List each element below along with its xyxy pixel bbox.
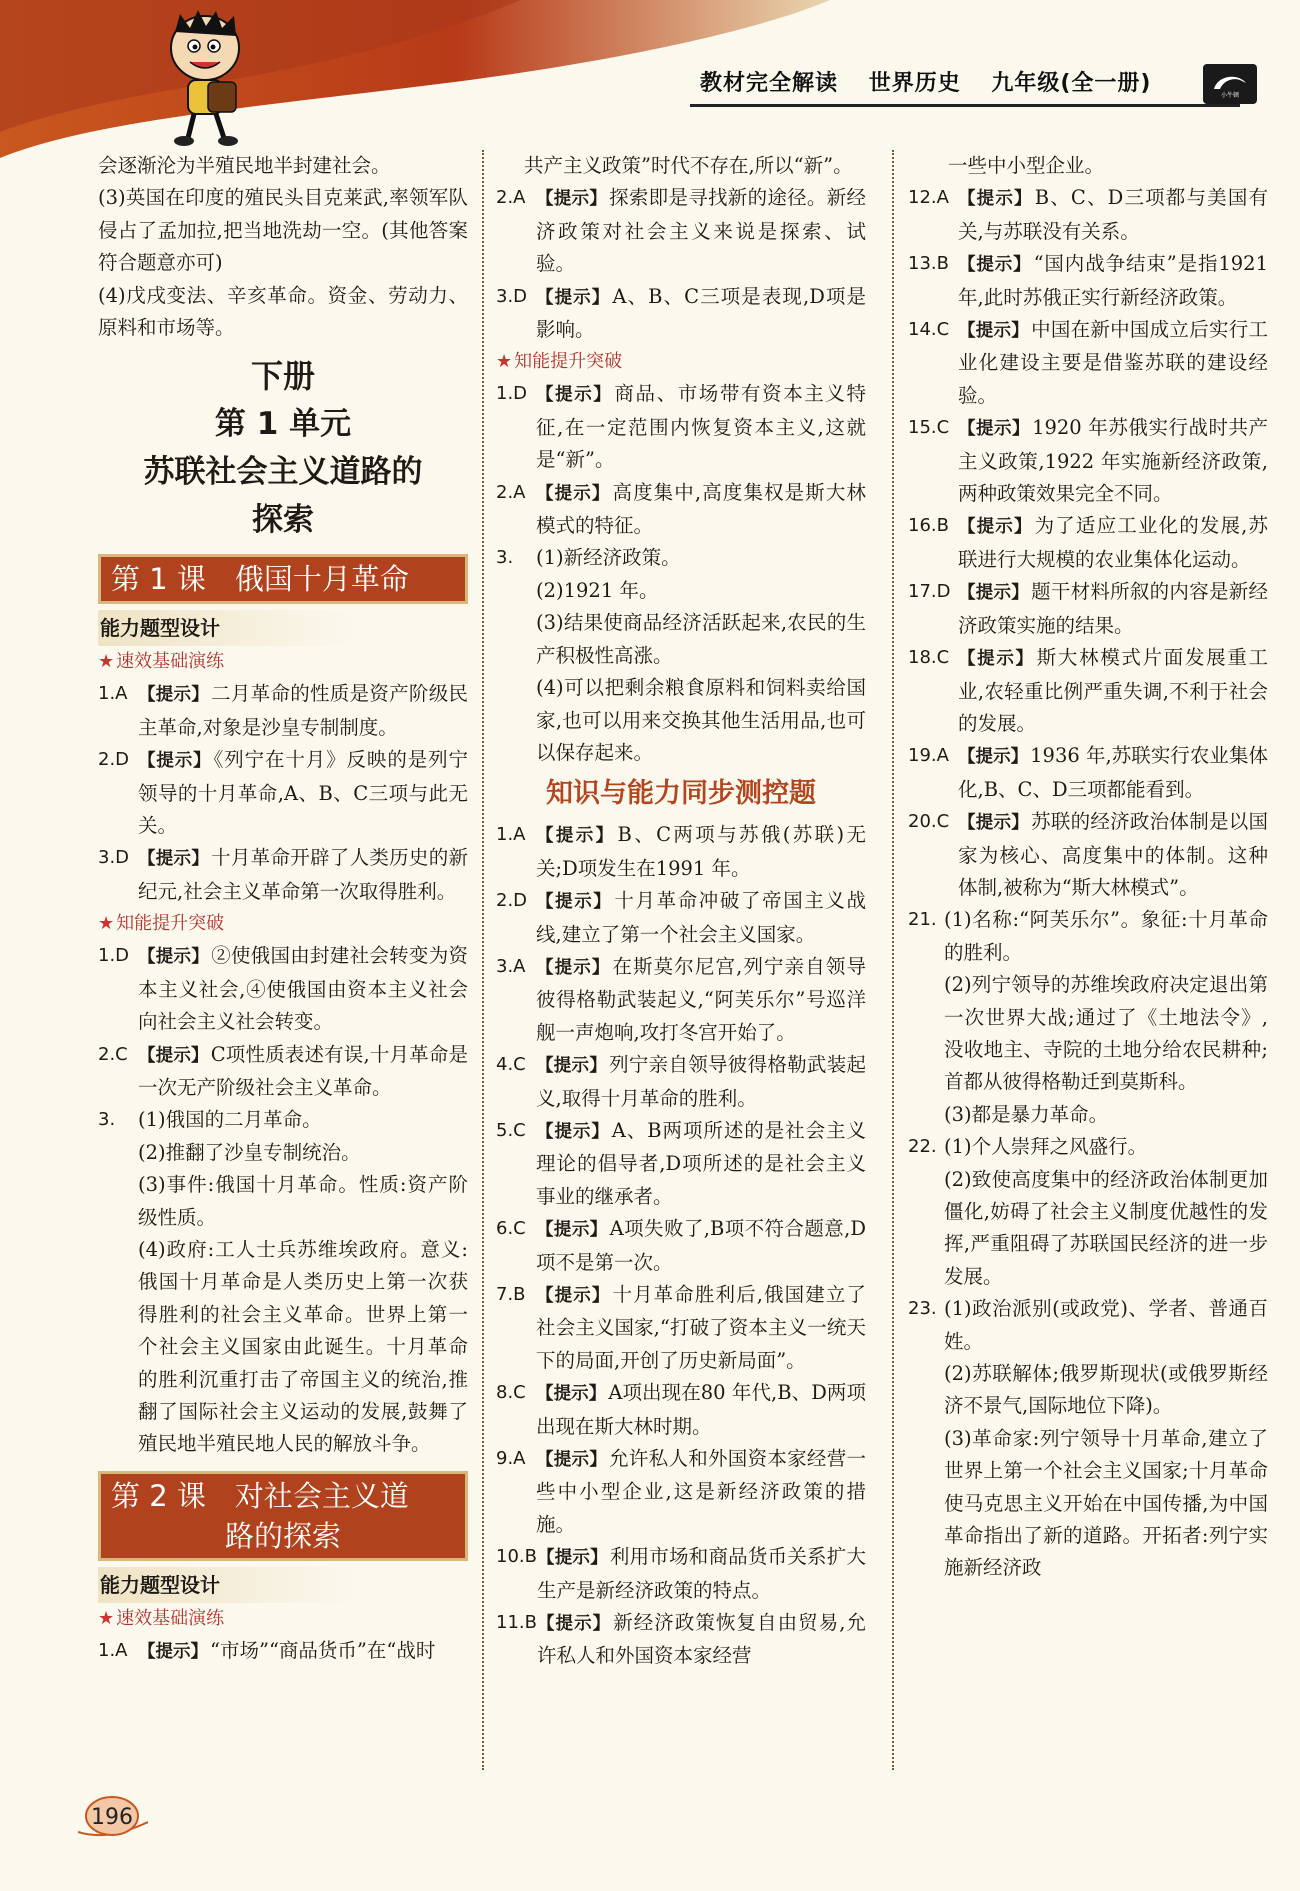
answer-item: 2.C 【提示】 C项性质表述有误,十月革命是一次无产阶级社会主义革命。 bbox=[98, 1042, 469, 1099]
answer-item: 2.D 【提示】 十月革命冲破了帝国主义战线,建立了第一个社会主义国家。 bbox=[496, 889, 866, 946]
column-1 bbox=[98, 150, 468, 1668]
answer-item: 7.B 【提示】 十月革命胜利后,俄国建立了社会主义国家,“打破了资本主义一统天下的局面,开创了历史新局面”。 bbox=[496, 1283, 866, 1372]
answer-item: 4.C 【提示】 列宁亲自领导彼得格勒武装起义,取得十月革命的胜利。 bbox=[496, 1053, 866, 1110]
lesson-2-title: 第 2 课 对社会主义道 路的探索 bbox=[98, 1471, 468, 1561]
answer-item: 16.B 【提示】 为了适应工业化的发展,苏联进行大规模的农业集体化运动。 bbox=[908, 514, 1269, 571]
answer-item: 5.C 【提示】 A、B两项所述的是社会主义理论的倡导者,D项所述的是社会主义事业的继承者。 bbox=[496, 1118, 867, 1208]
column-divider-2 bbox=[892, 150, 894, 1770]
answer-item: 15.C 【提示】 1920 年苏俄实行战时共产主义政策,1922 年实施新经济政策,两种政策效果完全不同。 bbox=[908, 416, 1269, 506]
publisher-logo bbox=[1203, 64, 1257, 104]
bull-logo-icon bbox=[1208, 69, 1252, 99]
answer-item: 23. (1)政治派别(或政党)、学者、普通百姓。 (2)苏联解体;俄罗斯现状(或俄罗斯经济不景气,国际地位下降)。 (3)革命家:列宁领导十月革命,建立了世界上第一个社会主义国家;十月革命使马克思主义开始在中国传播,为中国革命指出了新的道路。开拓者:列宁实施新经济政 bbox=[908, 1297, 1268, 1580]
star-icon: ★ bbox=[98, 1607, 115, 1629]
header-title bbox=[700, 66, 1174, 97]
section-heading: 能力题型设计 bbox=[98, 1567, 468, 1603]
header-rule bbox=[690, 104, 1240, 107]
answer-item: 20.C 【提示】 苏联的经济政治体制是以国家为核心、高度集中的体制。这种体制,被称为“斯大林模式”。 bbox=[908, 810, 1268, 899]
intro-line: (4)戊戌变法、辛亥革命。资金、劳动力、原料和市场等。 bbox=[98, 283, 468, 340]
answer-item: 21. (1)名称:“阿芙乐尔”。象征:十月革命的胜利。 (2)列宁领导的苏维埃政府决定退出第一次世界大战;通过了《土地法令》,没收地主、寺院的土地分给农民耕种;首都从彼得格勒迁到莫斯科。 (3)都是暴力革命。 bbox=[908, 908, 1268, 1126]
answer-item: 3.A 【提示】 在斯莫尔尼宫,列宁亲自领导彼得格勒武装起义,“阿芙乐尔”号巡洋舰一声炮响,攻打冬宫开始了。 bbox=[496, 954, 866, 1044]
intro-line: 会逐渐沦为半殖民地半封建社会。 bbox=[98, 154, 391, 177]
answer-item: 12.A 【提示】 B、C、D三项都与美国有关,与苏联没有关系。 bbox=[908, 186, 1269, 243]
answer-item: 22. (1)个人崇拜之风盛行。 (2)致使高度集中的经济政治体制更加僵化,妨碍了社会主义制度优越性的发挥,严重阻碍了苏联国民经济的进一步发展。 bbox=[908, 1135, 1268, 1288]
grade-name: 九年级(全一册) bbox=[991, 71, 1152, 96]
answer-item: 2.D 【提示】 《列宁在十月》反映的是列宁领导的十月革命,A、B、C三项与此无关。 bbox=[98, 748, 468, 838]
star-icon: ★ bbox=[98, 651, 115, 673]
answer-item: 14.C 【提示】 中国在新中国成立后实行工业化建设主要是借鉴苏联的建设经验。 bbox=[908, 318, 1268, 407]
answer-item: 1.A 【提示】 B、C两项与苏俄(苏联)无关;D项发生在1991 年。 bbox=[496, 823, 867, 880]
star-icon: ★ bbox=[98, 913, 115, 935]
unit-title-line2: 探索 bbox=[252, 502, 314, 539]
answer-item: 8.C 【提示】 A项出现在80 年代,B、D两项出现在斯大林时期。 bbox=[496, 1381, 866, 1438]
section-heading: 能力题型设计 bbox=[98, 610, 468, 646]
column-divider-1 bbox=[482, 150, 484, 1770]
answer-item: 1.A 【提示】 “市场”“商品货币”在“战时 bbox=[98, 1638, 436, 1662]
answer-item: 3.D 【提示】 十月革命开辟了人类历史的新纪元,社会主义革命第一次取得胜利。 bbox=[98, 846, 468, 903]
volume-title: 下册 bbox=[250, 357, 315, 396]
page-number-badge bbox=[78, 1792, 148, 1844]
cartoon-boy-icon bbox=[150, 8, 260, 148]
test-section-title: 知识与能力同步测控题 bbox=[546, 778, 816, 810]
answer-item: 11.B 【提示】 新经济政策恢复自由贸易,允许私人和外国资本家经营 bbox=[496, 1611, 866, 1668]
star-icon: ★ bbox=[496, 351, 513, 373]
unit-number: 第 1 单元 bbox=[214, 406, 352, 443]
intro-line: (3)英国在印度的殖民头目克莱武,率领军队侵占了孟加拉,把当地洗劫一空。(其他答案符合题意亦可) bbox=[98, 186, 468, 275]
answer-item: 13.B 【提示】 “国内战争结束”是指1921 年,此时苏俄正实行新经济政策。 bbox=[908, 252, 1268, 309]
answer-item: 1.A 【提示】 二月革命的性质是资产阶级民主革命,对象是沙皇专制制度。 bbox=[98, 682, 468, 739]
subsection-heading: ★ 知能提升突破 bbox=[496, 351, 623, 373]
subsection-heading: ★ 知能提升突破 bbox=[98, 913, 225, 935]
answer-item: 6.C 【提示】 A项失败了,B项不符合题意,D项不是第一次。 bbox=[496, 1217, 866, 1274]
answer-item: 19.A 【提示】 1936 年,苏联实行农业集体化,B、C、D三项都能看到。 bbox=[908, 744, 1268, 801]
column-3 bbox=[908, 150, 1268, 1585]
answer-item: 10.B 【提示】 利用市场和商品货币关系扩大生产是新经济政策的特点。 bbox=[496, 1545, 866, 1602]
subject-name: 世界历史 bbox=[868, 71, 961, 96]
logo-text: 小牛顿 bbox=[1220, 92, 1240, 99]
answer-item: 9.A 【提示】 允许私人和外国资本家经营一些中小型企业,这是新经济政策的措施。 bbox=[496, 1447, 866, 1536]
answer-item: 17.D 【提示】 题干材料所叙的内容是新经济政策实施的结果。 bbox=[908, 580, 1268, 637]
page-number: 196 bbox=[91, 1805, 133, 1830]
subsection-heading: ★ 速效基础演练 bbox=[98, 651, 225, 673]
answer-item: 3. (1)俄国的二月革命。 (2)推翻了沙皇专制统治。 (3)事件:俄国十月革命。性质:资产阶级性质。 (4)政府:工人士兵苏维埃政府。意义:俄国十月革命是人类历史上第一次获得胜利的社会主义革命。世界上第一个社会主义国家由此诞生。十月革命的胜利沉重打击了帝国主义的统治,推翻了国际社会主义运动的发展,鼓舞了殖民地半殖民地人民的解放斗争。 bbox=[98, 1108, 468, 1456]
column-2 bbox=[496, 150, 866, 1673]
continued-text: 一些中小型企业。 bbox=[948, 154, 1105, 177]
unit-title-line1: 苏联社会主义道路的 bbox=[143, 454, 423, 491]
answer-item: 1.D 【提示】 商品、市场带有资本主义特征,在一定范围内恢复资本主义,这就是“新”。 bbox=[496, 382, 866, 472]
answer-item: 3. (1)新经济政策。 (2)1921 年。 (3)结果使商品经济活跃起来,农民的生产积极性高涨。 (4)可以把剩余粮食原料和饲料卖给国家,也可以用来交换其他生活用品,也可以保存起来。 bbox=[496, 546, 866, 764]
subsection-heading: ★ 速效基础演练 bbox=[98, 1607, 225, 1629]
book-name: 教材完全解读 bbox=[700, 71, 839, 96]
answer-item: 3.D 【提示】 A、B、C三项是表现,D项是影响。 bbox=[496, 284, 867, 342]
answer-item: 2.A 【提示】 高度集中,高度集权是斯大林模式的特征。 bbox=[496, 480, 866, 538]
answer-item: 2.A 【提示】 探索即是寻找新的途径。新经济政策对社会主义来说是探索、试验。 bbox=[496, 186, 866, 276]
continued-text: 共产主义政策”时代不存在,所以“新”。 bbox=[524, 154, 853, 177]
lesson-1-title: 第 1 课 俄国十月革命 bbox=[98, 554, 468, 604]
answer-item: 1.D 【提示】 ②使俄国由封建社会转变为资本主义社会,④使俄国由资本主义社会向社会主义社会转变。 bbox=[98, 944, 468, 1034]
answer-item: 18.C 【提示】 斯大林模式片面发展重工业,农轻重比例严重失调,不利于社会的发展。 bbox=[908, 646, 1268, 735]
